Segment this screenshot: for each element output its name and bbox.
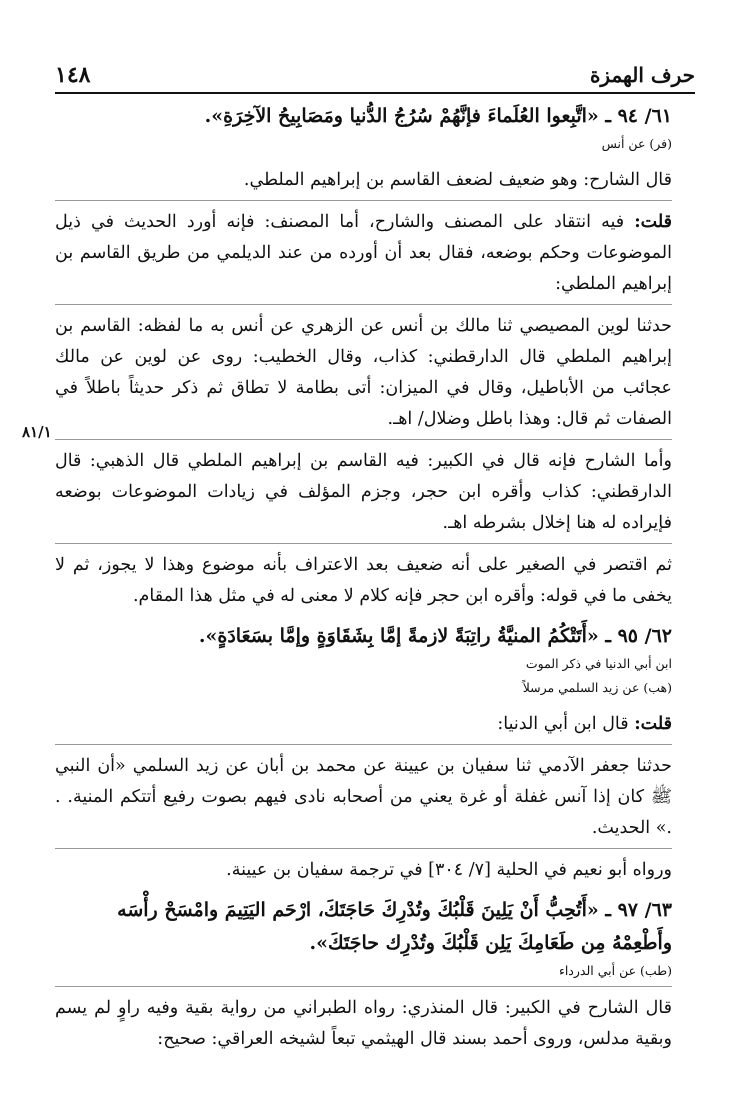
divider: [55, 986, 672, 987]
commentary-paragraph: قال الشارح: وهو ضعيف لضعف القاسم بن إبراهيم الملطي.: [243, 170, 672, 190]
qultu-label: قلت:: [634, 212, 672, 232]
commentary-paragraph: حدثنا جعفر الآدمي ثنا سفيان بن عيينة عن محمد بن أبان عن زيد السلمي «أن النبي ﷺ كان إذا آنس غفلة أو غرة يعني من أصحابه نادى فيهم بصوت رفيع أتتكم المنية. . .» الحديث.: [55, 756, 672, 838]
commentary-paragraph: [55, 709, 672, 740]
hadith-text: ٦١/ ٩٤ ـ «اتَّبِعوا العُلَماءَ فإنَّهُمْ سُرُجُ الدُّنيا ومَصَابِيحُ الآخِرَةِ».: [204, 105, 672, 127]
qultu-label: قلت:: [634, 714, 672, 734]
header-rule: [55, 92, 695, 94]
hadith-source: (طب) عن أبي الدرداء: [558, 963, 672, 978]
divider: [55, 848, 672, 849]
hadith-entry-61: [55, 100, 672, 612]
hadith-source: (فر) عن أنس: [601, 136, 672, 151]
page-header: [55, 58, 695, 92]
divider: [55, 304, 672, 305]
hadith-entry-63: [55, 894, 672, 1055]
divider: [55, 744, 672, 745]
page-body: [55, 100, 672, 1055]
commentary-paragraph: قال الشارح في الكبير: قال المنذري: رواه الطبراني من رواية بقية وفيه راوٍ لم يسم وبقية مدلس، وروى أحمد بسند قال الهيثمي تبعاً لشيخه العراقي: صحيح:: [55, 998, 672, 1049]
divider: [55, 200, 672, 201]
hadith-text: ٦٣/ ٩٧ ـ «أَتُحِبُّ أَنْ يَلِينَ قَلْبُكَ وتُدْرِكَ حَاجَتَكَ، ارْحَم اليَتِيمَ وامْسَحْ رأْسَه وأَطْعِمْهُ مِن طَعَامِكَ يَلِن قَلْبُكَ وتُدْرِك حاجَتَكَ».: [117, 899, 672, 954]
commentary-paragraph: [55, 207, 672, 300]
commentary-paragraph: وأما الشارح فإنه قال في الكبير: فيه القاسم بن إبراهيم الملطي قال الذهبي: قال الدارقطني: كذاب وأقره ابن حجر، وجزم المؤلف في زيادات الموضوعات بوضعه فإيراده له هنا إخلال بشرطه اهـ.: [55, 451, 672, 533]
page-number: ١٤٨: [55, 62, 91, 88]
commentary-paragraph: ثم اقتصر في الصغير على أنه ضعيف بعد الاعتراف بأنه موضوع وهذا لا يجوز، ثم لا يخفى ما في قوله: وأقره ابن حجر فإنه كلام لا معنى له في مثل هذا المقام.: [55, 555, 672, 606]
chapter-title: حرف الهمزة: [589, 63, 695, 87]
hadith-source: (هب) عن زيد السلمي مرسلاً: [522, 680, 672, 695]
divider: [55, 439, 672, 440]
hadith-text: ٦٢/ ٩٥ ـ «أَتَتْكُمُ المنيَّةُ راتِبَةً لازمةً إمَّا بِشَقَاوَةٍ وإمَّا بسَعَادَةٍ».: [198, 625, 672, 647]
commentary-paragraph: حدثنا لوين المصيصي ثنا مالك بن أنس عن الزهري عن أنس به ما لفظه: القاسم بن إبراهيم الملطي قال الدارقطني: كذاب، وقال الخطيب: روى عن لوين عن مالك عجائب من الأباطيل، وقال في الميزان: أتى بطامة لا تطاق ثم ذكر حديثاً باطلاً في الصفات ثم قال: وهذا باطل وضلال/ اهـ.: [55, 316, 672, 429]
paragraph-text: فيه انتقاد على المصنف والشارح، أما المصنف: فإنه أورد الحديث في ذيل الموضوعات وحكم بوضعه، فقال بعد أن أورده من عند الديلمي من طريق القاسم بن إبراهيم الملطي:: [55, 212, 672, 294]
hadith-entry-62: [55, 620, 672, 886]
commentary-paragraph: ورواه أبو نعيم في الحلية [٧/ ٣٠٤] في ترجمة سفيان بن عيينة.: [226, 860, 672, 880]
margin-reference: ٨١/١: [22, 423, 52, 441]
divider: [55, 543, 672, 544]
hadith-source: ابن أبي الدنيا في ذكر الموت: [525, 656, 672, 671]
paragraph-text: قال ابن أبي الدنيا:: [497, 714, 635, 734]
